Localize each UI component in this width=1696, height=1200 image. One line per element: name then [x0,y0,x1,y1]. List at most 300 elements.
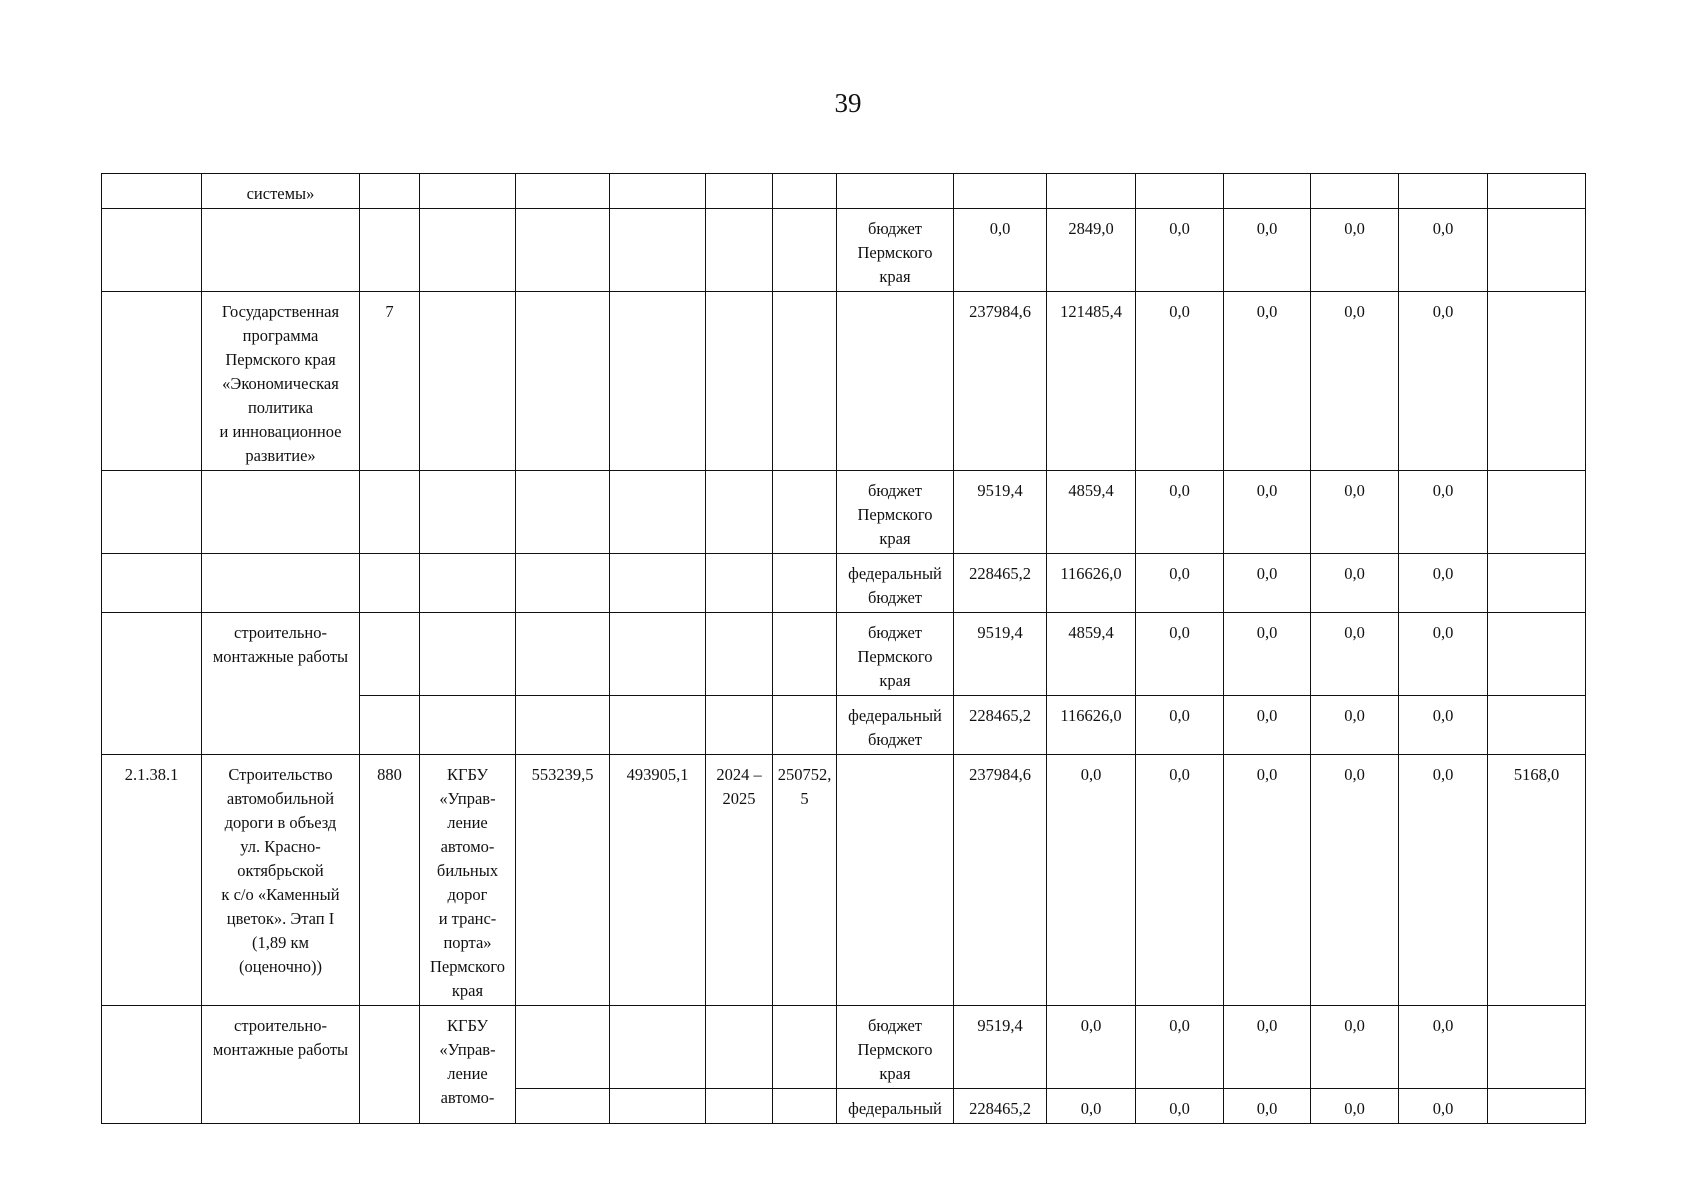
cell-text: 0,0 [1344,623,1365,642]
cell-text: 0,0 [1344,481,1365,500]
cell-text [520,182,605,206]
cell-text: 0,0 [1080,1016,1102,1035]
cell-text [1492,300,1581,324]
cell-text [614,182,701,206]
table-cell [1311,292,1399,471]
table-cell [1136,613,1224,696]
table-cell [360,613,420,696]
table-cell [1399,292,1488,471]
cell-text: строительно- [234,623,327,642]
table-row [102,1006,1586,1089]
table-cell [202,471,360,554]
table-cell [1311,1089,1399,1124]
cell-text: 493905,1 [626,765,689,784]
cell-text: бюджет [868,730,922,749]
cell-text [106,479,197,503]
table-cell [610,755,706,1006]
cell-text: 0,0 [1344,1016,1365,1035]
cell-text: 0,0 [1256,219,1278,238]
table-row [102,174,1586,209]
cell-text: края [879,529,911,548]
table-cell [954,1089,1047,1124]
table-cell [706,1006,773,1089]
table-cell [1311,554,1399,613]
table-cell [954,471,1047,554]
table-cell [102,292,202,471]
cell-text: края [879,267,911,286]
table-cell [1311,696,1399,755]
table-cell [1224,471,1311,554]
table-cell [706,613,773,696]
cell-text: 237984,6 [969,302,1031,321]
table-cell [420,755,516,1006]
cell-text [364,182,415,206]
cell-text: 0,0 [1169,302,1190,321]
cell-text: 2849,0 [1068,219,1114,238]
table-cell [610,292,706,471]
table-cell [773,1006,837,1089]
table-cell [610,1006,706,1089]
program-financing-table [101,173,1586,1124]
table-cell [516,755,610,1006]
cell-text: 0,0 [989,219,1011,238]
table-cell [202,292,360,471]
cell-text: (оценочно)) [239,957,322,976]
table-cell [516,613,610,696]
table-cell [1224,1006,1311,1089]
cell-text: 0,0 [1169,1099,1190,1118]
cell-text [614,621,701,645]
cell-text: 228465,2 [969,1099,1031,1118]
cell-text: 250752, [777,765,832,784]
cell-text [614,217,701,241]
cell-text: КГБУ [446,765,489,784]
cell-text [206,562,355,586]
cell-text: 0,0 [1432,765,1454,784]
table-cell [706,209,773,292]
cell-text: 9519,4 [977,1016,1023,1035]
cell-text: строительно- [234,1016,327,1035]
cell-text [614,1097,701,1121]
table-cell [1224,1089,1311,1124]
cell-text [614,704,701,728]
cell-text [710,300,768,324]
table-cell [1399,209,1488,292]
table-cell [420,292,516,471]
cell-text [520,704,605,728]
cell-text [710,1097,768,1121]
table-cell [954,613,1047,696]
cell-text [777,704,832,728]
cell-text [206,217,355,241]
table-cell [516,471,610,554]
table-cell [202,174,360,209]
table-cell [360,209,420,292]
cell-text [364,479,415,503]
cell-text: 0,0 [1256,302,1278,321]
cell-text: 2.1.38.1 [124,765,179,784]
cell-text: 0,0 [1256,481,1278,500]
cell-text: федеральный [848,1099,942,1118]
table-cell [102,1006,202,1124]
table-cell [420,613,516,696]
cell-text [777,1014,832,1038]
table-cell [420,174,516,209]
cell-text: 0,0 [1169,706,1190,725]
table-cell [360,554,420,613]
cell-text: 228465,2 [969,706,1031,725]
cell-text [424,621,511,645]
table-cell [1047,554,1136,613]
cell-text [710,182,768,206]
table-cell [1399,174,1488,209]
table-cell [773,292,837,471]
table-cell [954,755,1047,1006]
cell-text: Пермского [857,647,933,666]
cell-text [958,182,1042,206]
table-cell [1399,471,1488,554]
table-cell [516,1089,610,1124]
cell-text [1228,182,1306,206]
cell-text: 5168,0 [1513,765,1560,784]
table-cell [1047,613,1136,696]
cell-text: 0,0 [1344,1099,1365,1118]
table-cell [516,696,610,755]
cell-text [710,562,768,586]
table-cell [837,1006,954,1089]
table-cell [202,209,360,292]
table-cell [1488,292,1586,471]
table-body [102,174,1586,1124]
cell-text: федеральный [848,706,942,725]
table-cell [1224,554,1311,613]
cell-text: 553239,5 [531,765,594,784]
cell-text: автомобильной [226,789,335,808]
table-cell [202,613,360,755]
cell-text: Пермского края [225,350,336,369]
cell-text [1492,182,1581,206]
table-cell [1311,755,1399,1006]
table-cell [773,174,837,209]
table-cell [1047,755,1136,1006]
cell-text [1140,182,1219,206]
cell-text: 0,0 [1169,623,1190,642]
table-cell [1136,554,1224,613]
cell-text [1492,1014,1581,1038]
page-number: 39 [834,88,862,118]
table-cell [1224,209,1311,292]
cell-text [106,182,197,206]
cell-text: 0,0 [1169,765,1190,784]
cell-text: развитие» [245,446,316,465]
cell-text [520,621,605,645]
table-cell [706,696,773,755]
cell-text: 228465,2 [969,564,1031,583]
cell-text: 237984,6 [969,765,1031,784]
table-cell [1488,554,1586,613]
table-cell [773,554,837,613]
cell-text [1492,562,1581,586]
cell-text [106,300,197,324]
cell-text [1492,1097,1581,1121]
table-cell [420,209,516,292]
cell-text: 0,0 [1344,302,1365,321]
cell-text [1051,182,1131,206]
cell-text: 0,0 [1344,564,1365,583]
table-cell [706,554,773,613]
cell-text: 0,0 [1169,564,1190,583]
table-cell [360,1006,420,1124]
cell-text [777,562,832,586]
cell-text: порта» [443,933,492,952]
cell-text: 9519,4 [977,481,1023,500]
cell-text: края [879,1064,911,1083]
cell-text: программа [242,326,319,345]
table-cell [1488,209,1586,292]
table-cell [1311,613,1399,696]
cell-text [710,704,768,728]
table-cell [360,755,420,1006]
cell-text: 0,0 [1344,765,1365,784]
cell-text: края [451,981,484,1000]
table-cell [773,696,837,755]
cell-text [364,1014,415,1038]
cell-text [841,763,949,787]
table-row [102,209,1586,292]
cell-text [777,182,832,206]
cell-text: монтажные работы [212,647,349,666]
cell-text: 0,0 [1256,1099,1278,1118]
table-cell [360,696,420,755]
cell-text: бюджет [868,1016,922,1035]
cell-text [424,562,511,586]
cell-text: дорог [447,885,488,904]
cell-text [710,621,768,645]
table-cell [102,174,202,209]
table-cell [516,174,610,209]
cell-text [106,621,197,645]
table-cell [1488,1089,1586,1124]
cell-text [424,704,511,728]
cell-text: 0,0 [1432,1016,1454,1035]
table-cell [706,471,773,554]
cell-text: 0,0 [1080,1099,1102,1118]
cell-text: «Управ- [439,789,496,808]
cell-text: 121485,4 [1060,302,1122,321]
table-cell [1311,174,1399,209]
table-cell [102,471,202,554]
cell-text [364,217,415,241]
table-cell [1488,174,1586,209]
table-cell [1136,696,1224,755]
cell-text [1403,182,1483,206]
cell-text: Строительство [228,765,333,784]
table-cell [1224,696,1311,755]
cell-text: 0,0 [1432,1099,1454,1118]
cell-text [777,621,832,645]
cell-text: 0,0 [1169,219,1190,238]
table-cell [1399,1006,1488,1089]
table-cell [954,174,1047,209]
cell-text [614,300,701,324]
cell-text [424,479,511,503]
table-cell [516,209,610,292]
cell-text: Пермского [429,957,506,976]
cell-text: бюджет [868,481,922,500]
table-cell [1224,755,1311,1006]
cell-text: 0,0 [1432,302,1454,321]
table-cell [837,554,954,613]
table-row [102,471,1586,554]
cell-text: 0,0 [1344,219,1365,238]
cell-text [206,479,355,503]
table-cell [610,613,706,696]
table-cell [102,755,202,1006]
cell-text: автомо- [440,1088,495,1107]
table-cell [837,292,954,471]
cell-text: 0,0 [1344,706,1365,725]
cell-text: 0,0 [1432,706,1454,725]
cell-text: 5 [800,789,809,808]
cell-text: 2025 [722,789,756,808]
table-cell [1311,471,1399,554]
table-cell [1399,1089,1488,1124]
table-cell [954,696,1047,755]
cell-text [520,562,605,586]
cell-text [520,479,605,503]
cell-text: «Экономическая [222,374,339,393]
table-cell [1047,696,1136,755]
table-cell [516,1006,610,1089]
cell-text: 0,0 [1432,219,1454,238]
cell-text: автомо- [440,837,495,856]
table-cell [102,613,202,755]
table-cell [1488,471,1586,554]
table-cell [610,174,706,209]
cell-text: федеральный [848,564,942,583]
table-cell [102,209,202,292]
cell-text [710,479,768,503]
cell-text: цветок». Этап I [226,909,335,928]
table-cell [1047,1089,1136,1124]
cell-text: ление [447,813,488,832]
table-cell [954,1006,1047,1089]
cell-text: 880 [377,765,402,784]
table-cell [837,755,954,1006]
cell-text: Государственная [221,302,340,321]
table-cell [954,209,1047,292]
cell-text: монтажные работы [212,1040,349,1059]
cell-text: бильных [436,861,499,880]
table-cell [706,1089,773,1124]
table-cell [1136,1006,1224,1089]
table-cell [1488,613,1586,696]
cell-text [364,704,415,728]
cell-text [614,479,701,503]
table-cell [1047,471,1136,554]
cell-text: 0,0 [1080,765,1102,784]
table-cell [837,174,954,209]
cell-text: 0,0 [1256,765,1278,784]
table-row [102,292,1586,471]
table-cell [202,554,360,613]
table-cell [773,471,837,554]
cell-text: 0,0 [1169,1016,1190,1035]
table-cell [1047,174,1136,209]
table-cell [360,174,420,209]
cell-text: дороги в объезд [224,813,337,832]
table-cell [773,755,837,1006]
table-row [102,613,1586,696]
cell-text [710,1014,768,1038]
cell-text [777,479,832,503]
cell-text [841,182,949,206]
cell-text: 0,0 [1256,706,1278,725]
table-cell [610,1089,706,1124]
cell-text: края [879,671,911,690]
cell-text [520,1014,605,1038]
table-cell [516,554,610,613]
table-cell [420,471,516,554]
table-cell [202,755,360,1006]
cell-text: 116626,0 [1060,706,1122,725]
table-cell [773,209,837,292]
cell-text [777,300,832,324]
table-cell [102,554,202,613]
table-row [102,554,1586,613]
table-cell [954,292,1047,471]
table-cell [1047,209,1136,292]
cell-text [841,300,949,324]
table-cell [773,1089,837,1124]
table-cell [1399,613,1488,696]
cell-text [777,1097,832,1121]
table-cell [610,209,706,292]
cell-text: 4859,4 [1068,481,1114,500]
table-cell [1136,292,1224,471]
cell-text: системы» [246,184,315,203]
table-cell [1136,755,1224,1006]
cell-text [424,182,511,206]
table-cell [837,696,954,755]
table-cell [837,471,954,554]
table-cell [610,554,706,613]
cell-text: 7 [385,302,394,321]
table-cell [1488,696,1586,755]
cell-text: 0,0 [1169,481,1190,500]
table-cell [420,554,516,613]
table-cell [837,209,954,292]
cell-text: ление [447,1064,488,1083]
table-cell [773,613,837,696]
cell-text: и транс- [438,909,497,928]
cell-text: КГБУ [446,1016,489,1035]
cell-text [1492,479,1581,503]
table-cell [1399,696,1488,755]
table-cell [610,696,706,755]
cell-text: бюджет [868,623,922,642]
cell-text: 0,0 [1432,623,1454,642]
table-cell [954,554,1047,613]
table-cell [1399,755,1488,1006]
table-cell [360,292,420,471]
cell-text: октябрьской [237,861,324,880]
cell-text: 4859,4 [1068,623,1114,642]
table-cell [1136,471,1224,554]
table-cell [837,613,954,696]
cell-text [710,217,768,241]
table-cell [1399,554,1488,613]
